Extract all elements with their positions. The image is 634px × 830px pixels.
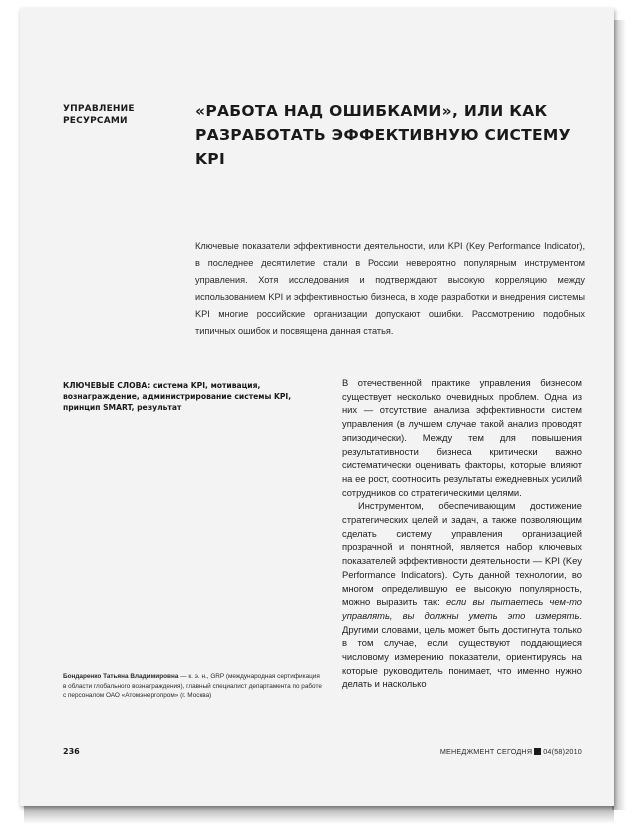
body-paragraph-2-end: . Другими словами, цель может быть достигнута только в том случае, если существуют поддающиеся числовому измерению показатели, ориентируясь на которые руководитель понимает, что именно нужно делать и насколько [342,609,582,690]
body-paragraph-2-italic: если вы пытаетесь чем-то управлять, вы должны уметь это измерять [342,596,582,621]
author-note [63,672,323,701]
author-details: — к. э. н., GRP (международная сертификация в области глобального вознаграждения), главный специалист департамента по работе с персоналом ОАО «Атомэнергопром» (г. Москва) [63,673,322,699]
page-number: 236 [63,747,80,756]
keywords: КЛЮЧЕВЫЕ СЛОВА: система KPI, мотивация, вознаграждение, администрирование системы KPI, принцип SMART, результат [63,381,292,412]
journal-footer [440,747,582,756]
journal-name: МЕНЕДЖМЕНТ СЕГОДНЯ [439,747,533,756]
body-paragraph-1: В отечественной практике управления бизнесом существует несколько очевидных проблем. Одна из них — отсутствие анализа эффективности систем управления (в лучшем случае такой анализ проводят эпизодически). Между тем для повышения результативности бизнеса критически важно систематически оценивать факторы, которые влияют на ее рост, соотносить результаты ежедневных усилий сотрудников со стратегическими целями. [342,377,582,498]
body-paragraph-2-start: Инструментом, обеспечивающим достижение стратегических целей и задач, а также позволяющим сделать систему управления организацией прозрачной и понятной, является набор ключевых показателей эффективности деятельности — KPI (Key Performance Indicators). Суть данной технологии, во многом определившую ее высокую популярность, можно выразить так: [342,500,582,608]
author-name: Бондаренко Татьяна Владимировна [63,673,179,680]
article-body [342,376,582,691]
section-label-line-1: УПРАВЛЕНИЕ [63,104,135,114]
section-label [63,103,163,127]
page-shadow-right [612,20,626,810]
square-separator-icon [534,748,541,755]
article-title: «РАБОТА НАД ОШИБКАМИ», ИЛИ КАК РАЗРАБОТАТЬ ЭФФЕКТИВНУЮ СИСТЕМУ KPI [195,102,571,168]
article-abstract: Ключевые показатели эффективности деятельности, или KPI (Key Performance Indicator), в последнее десятилетие стали в России невероятно популярным инструментом управления. Хотя исследования и подтверждают высокую корреляцию между использованием KPI и эффективностью бизнеса, в ходе разработки и внедрения системы KPI многие российские организации допускают ошибки. Рассмотрению подобных типичных ошибок и посвящена данная статья. [195,241,585,336]
page-shadow-bottom [24,806,614,824]
body-paragraph-2 [342,499,582,691]
section-label-line-2: РЕСУРСАМИ [63,116,128,126]
journal-issue: 04(58)2010 [543,747,582,756]
